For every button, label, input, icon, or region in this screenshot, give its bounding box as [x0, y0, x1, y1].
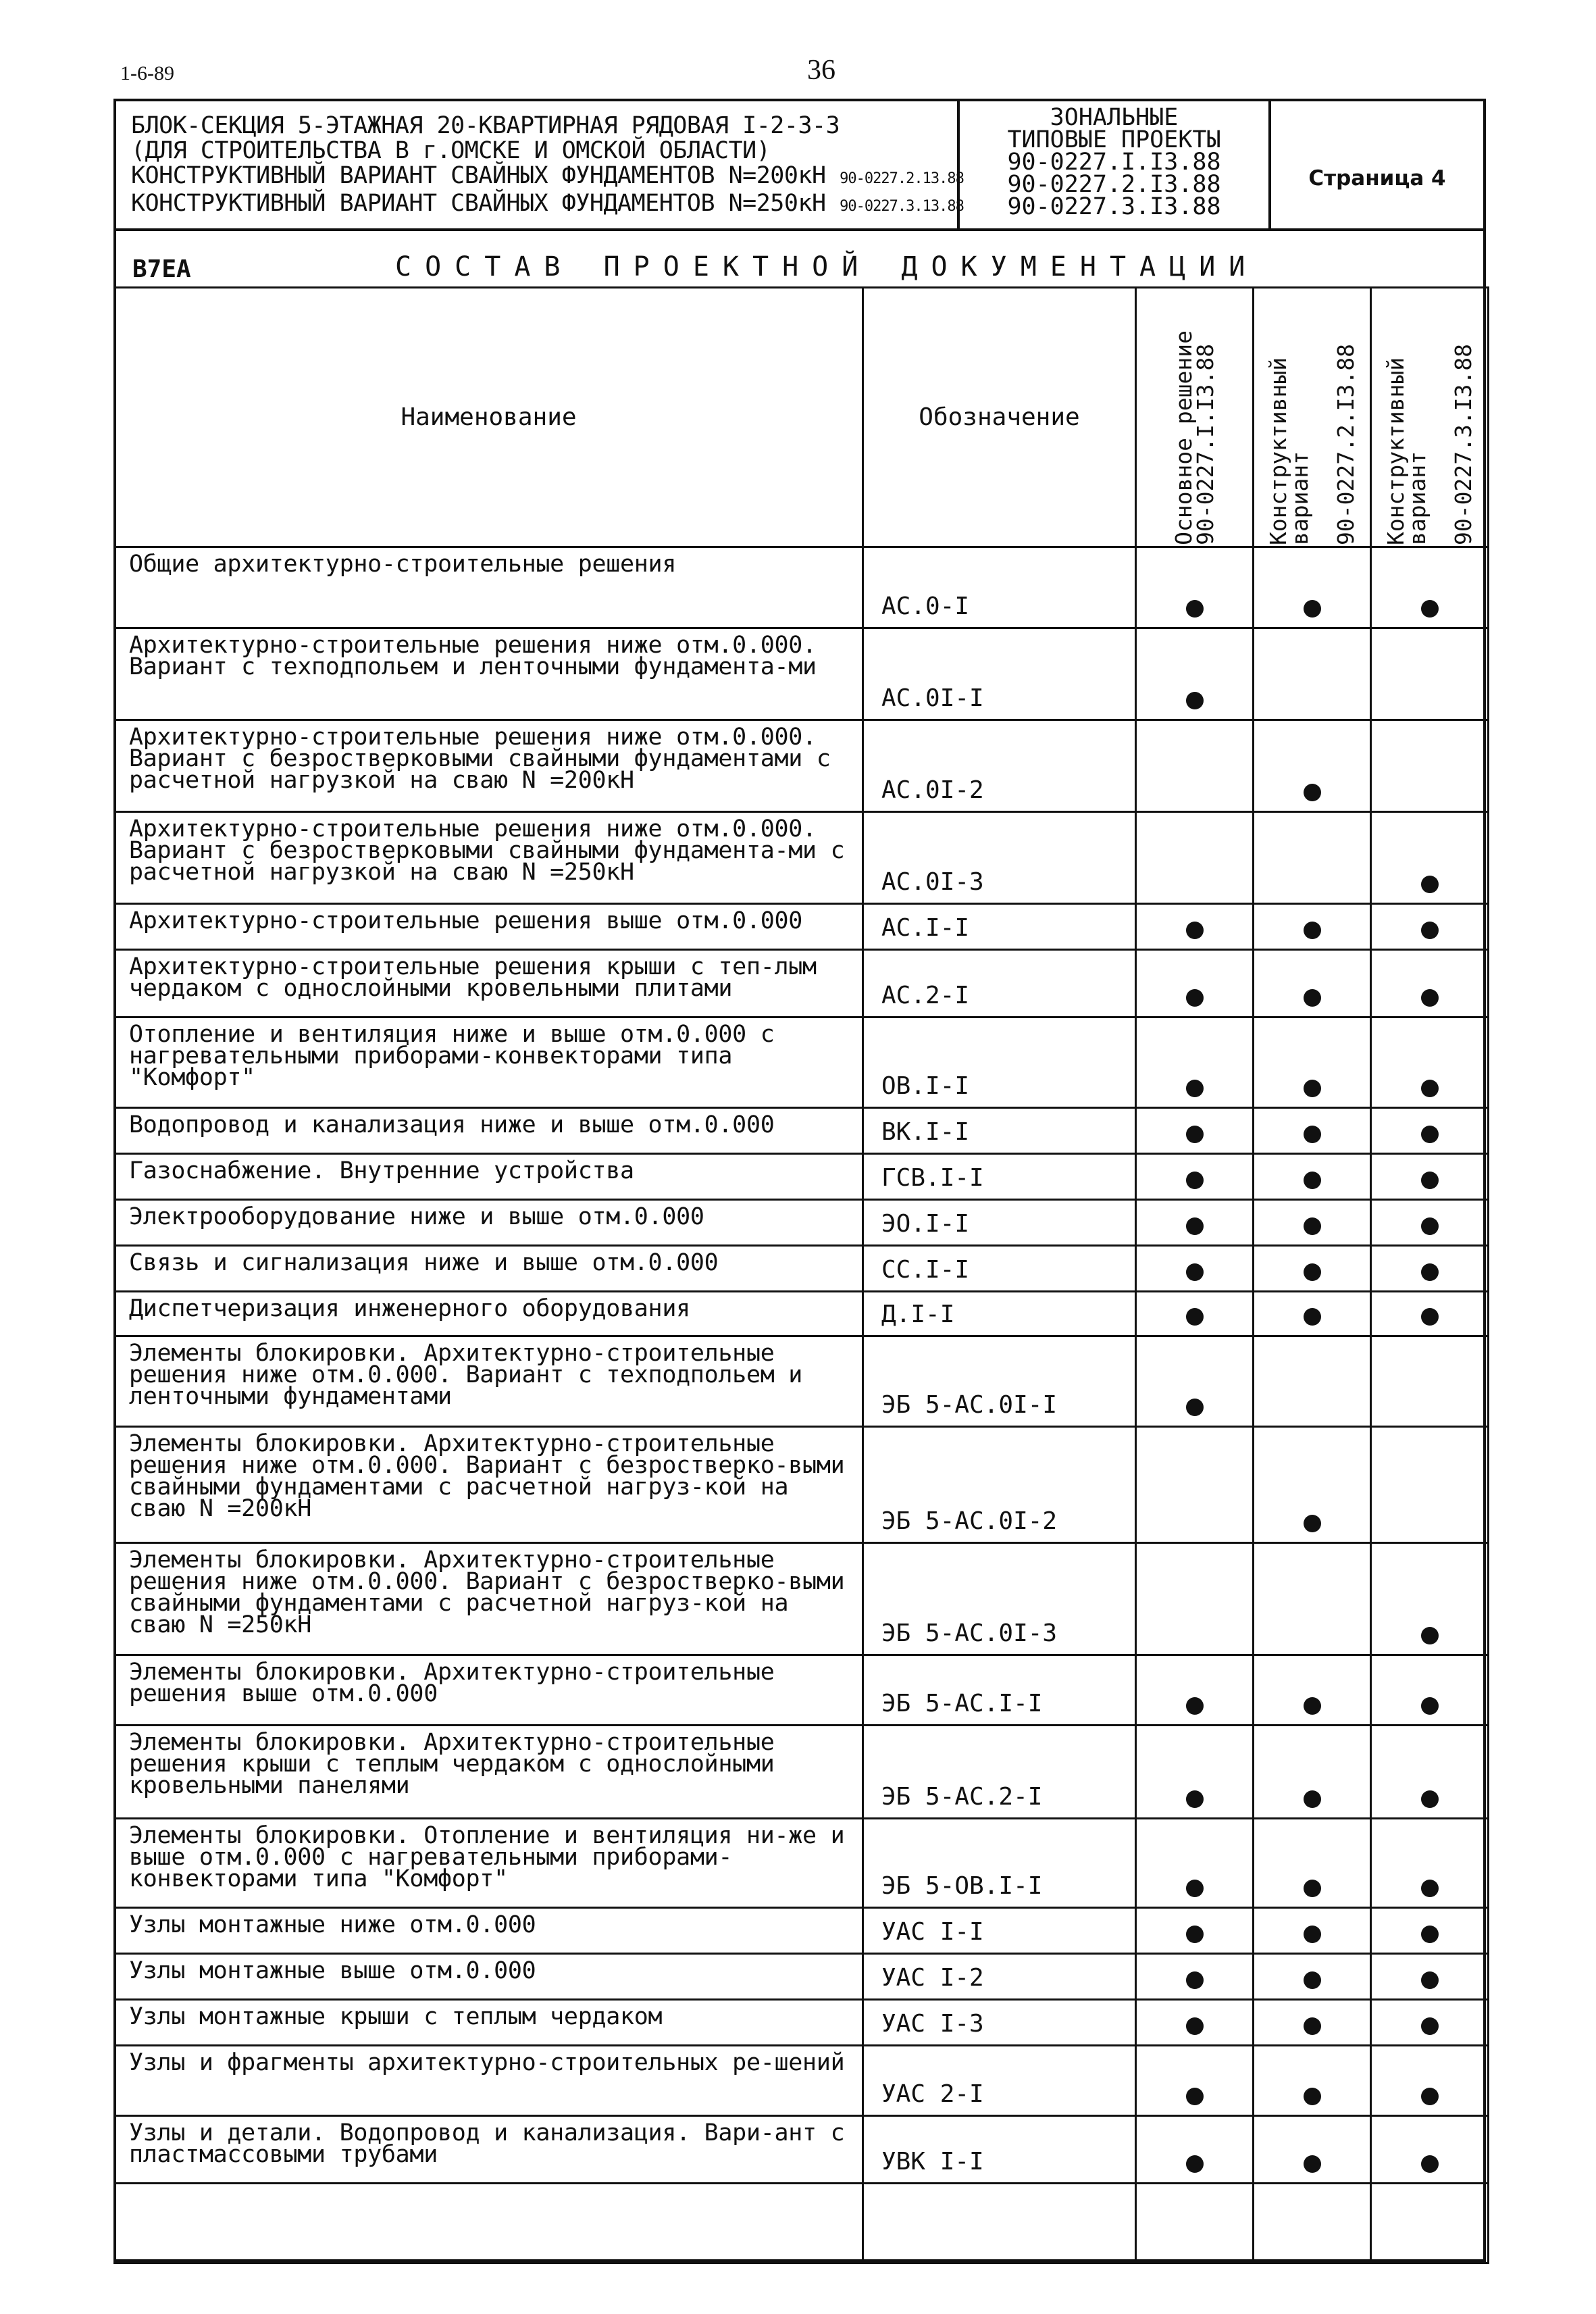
row-mark-cell	[1136, 1427, 1254, 1543]
row-code: УАС I-I	[863, 1908, 1136, 1954]
table-row	[115, 1954, 1489, 2000]
document-code: В7ЕА	[132, 255, 191, 283]
row-name: Узлы монтажные выше отм.0.000	[115, 1954, 863, 2000]
project-line-2: ТИПОВЫЕ ПРОЕКТЫ	[1007, 126, 1221, 153]
included-dot-icon	[1186, 989, 1204, 1007]
header-main-solution	[1136, 288, 1254, 547]
row-mark-cell	[1371, 812, 1489, 904]
included-dot-icon	[1421, 989, 1439, 1007]
row-mark-cell	[1254, 812, 1371, 904]
row-name: Узлы и фрагменты архитектурно-строительных ре-шений	[115, 2046, 863, 2116]
table-row	[115, 628, 1489, 720]
included-dot-icon	[1304, 2088, 1321, 2105]
table-row	[115, 2000, 1489, 2046]
row-mark-cell	[1254, 720, 1371, 812]
row-mark-cell	[1371, 1336, 1489, 1427]
header-col2-line2: вариант	[1286, 451, 1313, 545]
table-row	[115, 904, 1489, 950]
table-row	[115, 1017, 1489, 1108]
title-block-description	[116, 101, 964, 228]
row-mark-cell	[1371, 720, 1489, 812]
included-dot-icon	[1421, 1080, 1439, 1097]
row-mark-cell	[1136, 812, 1254, 904]
row-mark-cell	[1254, 1108, 1371, 1154]
corner-label: 1-6-89	[120, 62, 174, 84]
included-dot-icon	[1186, 1263, 1204, 1281]
row-mark-cell	[1254, 2000, 1371, 2046]
title-line-3	[131, 162, 964, 191]
row-mark-cell	[1254, 628, 1371, 720]
row-mark-cell	[1136, 2046, 1254, 2116]
included-dot-icon	[1304, 2155, 1321, 2173]
header-col2-line3: 90-0227.2.I3.88	[1332, 343, 1359, 545]
row-mark-cell	[1254, 950, 1371, 1017]
included-dot-icon	[1304, 1126, 1321, 1143]
row-name: Элементы блокировки. Архитектурно-строительные решения крыши с теплым чердаком с однослойными кровельными панелями	[115, 1726, 863, 1819]
project-line-1: ЗОНАЛЬНЫЕ	[1050, 104, 1179, 131]
row-name: Общие архитектурно-строительные решения	[115, 547, 863, 628]
row-mark-cell	[1254, 547, 1371, 628]
row-mark-cell	[1371, 1819, 1489, 1908]
included-dot-icon	[1186, 1697, 1204, 1715]
sheet-label: Страница 4	[1308, 166, 1446, 191]
row-mark-cell	[1371, 1246, 1489, 1292]
row-mark-cell	[1371, 1908, 1489, 1954]
included-dot-icon	[1186, 1880, 1204, 1897]
included-dot-icon	[1304, 1926, 1321, 1943]
project-line-3: 90-0227.I.I3.88	[1007, 149, 1221, 176]
table-body	[115, 547, 1489, 2263]
row-code: ГСВ.I-I	[863, 1154, 1136, 1200]
table-filler-row	[115, 2184, 1489, 2263]
included-dot-icon	[1421, 1880, 1439, 1897]
row-mark-cell	[1371, 1154, 1489, 1200]
row-mark-cell	[1136, 1819, 1254, 1908]
table-row	[115, 950, 1489, 1017]
row-code: ЭБ 5-АС.0I-2	[863, 1427, 1136, 1543]
row-mark-cell	[1136, 1017, 1254, 1108]
table-row	[115, 1246, 1489, 1292]
included-dot-icon	[1304, 1880, 1321, 1897]
included-dot-icon	[1421, 2088, 1439, 2105]
row-code: АС.0I-2	[863, 720, 1136, 812]
included-dot-icon	[1186, 1308, 1204, 1326]
title-line-4-code: 90-0227.3.13.88	[840, 198, 964, 215]
project-line-4: 90-0227.2.I3.88	[1007, 171, 1221, 198]
included-dot-icon	[1421, 2017, 1439, 2035]
page-number: 36	[807, 55, 835, 86]
row-mark-cell	[1371, 1108, 1489, 1154]
documentation-table	[113, 286, 1489, 2264]
row-mark-cell	[1136, 1726, 1254, 1819]
included-dot-icon	[1304, 1308, 1321, 1326]
included-dot-icon	[1186, 922, 1204, 939]
row-name: Архитектурно-строительные решения ниже отм.0.000. Вариант с безростверковыми свайными фундаментами с расчетной нагрузкой на сваю N =200кН	[115, 720, 863, 812]
row-code: ЭО.I-I	[863, 1200, 1136, 1246]
row-code: УАС I-3	[863, 2000, 1136, 2046]
row-mark-cell	[1136, 1246, 1254, 1292]
row-mark-cell	[1254, 1200, 1371, 1246]
table-row	[115, 1292, 1489, 1336]
included-dot-icon	[1186, 692, 1204, 709]
header-variant-3	[1371, 288, 1489, 547]
row-mark-cell	[1136, 904, 1254, 950]
row-mark-cell	[1136, 1292, 1254, 1336]
included-dot-icon	[1186, 1971, 1204, 1989]
row-mark-cell	[1254, 1427, 1371, 1543]
row-name: Узлы и детали. Водопровод и канализация. Вари-ант с пластмассовыми трубами	[115, 2116, 863, 2184]
included-dot-icon	[1304, 1971, 1321, 1989]
header-name: Наименование	[115, 288, 863, 547]
included-dot-icon	[1421, 1217, 1439, 1235]
row-name: Элементы блокировки. Отопление и вентиляция ни-же и выше отм.0.000 с нагревательными приборами-конвекторами типа "Комфорт"	[115, 1819, 863, 1908]
row-mark-cell	[1254, 904, 1371, 950]
row-mark-cell	[1136, 1655, 1254, 1726]
title-block	[113, 99, 1486, 231]
row-name: Элементы блокировки. Архитектурно-строительные решения ниже отм.0.000. Вариант с техподпольем и ленточными фундаментами	[115, 1336, 863, 1427]
table-row	[115, 720, 1489, 812]
included-dot-icon	[1186, 2155, 1204, 2173]
row-name: Диспетчеризация инженерного оборудования	[115, 1292, 863, 1336]
row-code: ЭБ 5-АС.I-I	[863, 1655, 1136, 1726]
row-mark-cell	[1136, 1543, 1254, 1655]
included-dot-icon	[1421, 600, 1439, 618]
included-dot-icon	[1304, 1217, 1321, 1235]
row-name: Архитектурно-строительные решения ниже отм.0.000. Вариант с безростверковыми свайными фундамента-ми с расчетной нагрузкой на сваю N =250кН	[115, 812, 863, 904]
row-mark-cell	[1136, 1200, 1254, 1246]
row-code: ЭБ 5-АС.0I-I	[863, 1336, 1136, 1427]
row-mark-cell	[1371, 2000, 1489, 2046]
row-name: Архитектурно-строительные решения ниже отм.0.000. Вариант с техподпольем и ленточными фундамента-ми	[115, 628, 863, 720]
row-mark-cell	[1136, 2000, 1254, 2046]
row-mark-cell	[1371, 950, 1489, 1017]
table-row	[115, 1427, 1489, 1543]
included-dot-icon	[1304, 1790, 1321, 1808]
row-mark-cell	[1136, 1108, 1254, 1154]
included-dot-icon	[1304, 989, 1321, 1007]
included-dot-icon	[1186, 2017, 1204, 2035]
project-line-5: 90-0227.3.I3.88	[1007, 193, 1221, 220]
row-mark-cell	[1371, 2116, 1489, 2184]
row-mark-cell	[1371, 547, 1489, 628]
table-row	[115, 1200, 1489, 1246]
table-row	[115, 2046, 1489, 2116]
row-mark-cell	[1254, 1655, 1371, 1726]
included-dot-icon	[1421, 1172, 1439, 1189]
row-code: ОВ.I-I	[863, 1017, 1136, 1108]
included-dot-icon	[1186, 1172, 1204, 1189]
header-col3-line1: Конструктивный	[1382, 357, 1409, 545]
title-line-4-text: КОНСТРУКТИВНЫЙ ВАРИАНТ СВАЙНЫХ ФУНДАМЕНТОВ N=250кН	[131, 190, 826, 217]
included-dot-icon	[1421, 1627, 1439, 1644]
table-row	[115, 1655, 1489, 1726]
included-dot-icon	[1421, 1126, 1439, 1143]
row-code: АС.0-I	[863, 547, 1136, 628]
title-line-2: (ДЛЯ СТРОИТЕЛЬСТВА В г.ОМСКЕ И ОМСКОЙ ОБЛАСТИ)	[131, 137, 771, 164]
included-dot-icon	[1421, 2155, 1439, 2173]
table-row	[115, 1819, 1489, 1908]
row-mark-cell	[1254, 1819, 1371, 1908]
row-code: УАС I-2	[863, 1954, 1136, 2000]
title-line-3-code: 90-0227.2.13.88	[840, 170, 964, 187]
included-dot-icon	[1421, 1926, 1439, 1943]
row-name: Архитектурно-строительные решения крыши с теп-лым чердаком с однослойными кровельными плитами	[115, 950, 863, 1017]
header-code: Обозначение	[863, 288, 1136, 547]
included-dot-icon	[1421, 1971, 1439, 1989]
included-dot-icon	[1421, 922, 1439, 939]
filler-cell	[1254, 2184, 1371, 2263]
row-code: АС.0I-I	[863, 628, 1136, 720]
row-mark-cell	[1254, 1543, 1371, 1655]
included-dot-icon	[1421, 1697, 1439, 1715]
row-code: АС.I-I	[863, 904, 1136, 950]
row-name: Архитектурно-строительные решения выше отм.0.000	[115, 904, 863, 950]
included-dot-icon	[1421, 1308, 1439, 1326]
table-row	[115, 2116, 1489, 2184]
row-code: Д.I-I	[863, 1292, 1136, 1336]
table-row	[115, 1154, 1489, 1200]
row-mark-cell	[1371, 1292, 1489, 1336]
project-codes	[960, 101, 1271, 228]
title-line-4	[131, 190, 964, 219]
row-code: ЭБ 5-АС.0I-3	[863, 1543, 1136, 1655]
header-col3-line2: вариант	[1404, 451, 1431, 545]
table-header-row	[115, 288, 1489, 547]
row-mark-cell	[1136, 950, 1254, 1017]
row-mark-cell	[1254, 1336, 1371, 1427]
title-line-1: БЛОК-СЕКЦИЯ 5-ЭТАЖНАЯ 20-КВАРТИРНАЯ РЯДОВАЯ I-2-3-3	[131, 112, 840, 139]
included-dot-icon	[1186, 600, 1204, 618]
header-variant-2	[1254, 288, 1371, 547]
row-mark-cell	[1254, 2116, 1371, 2184]
table-row	[115, 1726, 1489, 1819]
row-mark-cell	[1136, 1908, 1254, 1954]
row-mark-cell	[1136, 720, 1254, 812]
row-code: СС.I-I	[863, 1246, 1136, 1292]
row-name: Электрооборудование ниже и выше отм.0.000	[115, 1200, 863, 1246]
table-row	[115, 1336, 1489, 1427]
header-col1-line2: 90-0227.I.I3.88	[1191, 343, 1218, 545]
included-dot-icon	[1304, 1172, 1321, 1189]
included-dot-icon	[1304, 1697, 1321, 1715]
row-mark-cell	[1136, 2116, 1254, 2184]
included-dot-icon	[1186, 1080, 1204, 1097]
table-row	[115, 1543, 1489, 1655]
row-code: АС.0I-3	[863, 812, 1136, 904]
header-col3-line3: 90-0227.3.I3.88	[1449, 343, 1476, 545]
row-mark-cell	[1136, 547, 1254, 628]
row-mark-cell	[1371, 904, 1489, 950]
filler-cell	[115, 2184, 863, 2263]
row-mark-cell	[1371, 1017, 1489, 1108]
row-mark-cell	[1371, 1543, 1489, 1655]
included-dot-icon	[1304, 1080, 1321, 1097]
row-code: ВК.I-I	[863, 1108, 1136, 1154]
table-row	[115, 547, 1489, 628]
row-name: Элементы блокировки. Архитектурно-строительные решения ниже отм.0.000. Вариант с безростверко-выми свайными фундаментами с расчетной нагруз-кой на сваю N =200кН	[115, 1427, 863, 1543]
included-dot-icon	[1421, 1790, 1439, 1808]
row-code: АС.2-I	[863, 950, 1136, 1017]
row-mark-cell	[1136, 1954, 1254, 2000]
row-mark-cell	[1136, 628, 1254, 720]
row-mark-cell	[1254, 2046, 1371, 2116]
included-dot-icon	[1421, 1263, 1439, 1281]
row-name: Водопровод и канализация ниже и выше отм.0.000	[115, 1108, 863, 1154]
included-dot-icon	[1304, 2017, 1321, 2035]
table-row	[115, 1108, 1489, 1154]
table-row	[115, 1908, 1489, 1954]
row-code: ЭБ 5-ОВ.I-I	[863, 1819, 1136, 1908]
included-dot-icon	[1421, 876, 1439, 893]
row-mark-cell	[1371, 1427, 1489, 1543]
header-col1-line1: Основное решение	[1170, 330, 1197, 545]
row-name: Отопление и вентиляция ниже и выше отм.0.000 с нагревательными приборами-конвекторами типа "Комфорт"	[115, 1017, 863, 1108]
filler-cell	[1136, 2184, 1254, 2263]
included-dot-icon	[1186, 2088, 1204, 2105]
row-mark-cell	[1371, 1200, 1489, 1246]
row-mark-cell	[1254, 1017, 1371, 1108]
included-dot-icon	[1304, 922, 1321, 939]
row-mark-cell	[1254, 1908, 1371, 1954]
included-dot-icon	[1186, 1926, 1204, 1943]
table-row	[115, 812, 1489, 904]
row-code: ЭБ 5-АС.2-I	[863, 1726, 1136, 1819]
included-dot-icon	[1304, 1263, 1321, 1281]
included-dot-icon	[1304, 784, 1321, 801]
row-name: Элементы блокировки. Архитектурно-строительные решения ниже отм.0.000. Вариант с безростверко-выми свайными фундаментами с расчетной нагруз-кой на сваю N =250кН	[115, 1543, 863, 1655]
row-code: УАС 2-I	[863, 2046, 1136, 2116]
row-name: Газоснабжение. Внутренние устройства	[115, 1154, 863, 1200]
document-title: СОСТАВ ПРОЕКТНОЙ ДОКУМЕНТАЦИИ	[395, 251, 1259, 282]
row-mark-cell	[1254, 1954, 1371, 2000]
filler-cell	[863, 2184, 1136, 2263]
row-mark-cell	[1136, 1154, 1254, 1200]
row-mark-cell	[1254, 1154, 1371, 1200]
row-mark-cell	[1371, 2046, 1489, 2116]
row-mark-cell	[1254, 1292, 1371, 1336]
included-dot-icon	[1186, 1217, 1204, 1235]
row-mark-cell	[1254, 1246, 1371, 1292]
row-mark-cell	[1371, 1954, 1489, 2000]
row-mark-cell	[1371, 1655, 1489, 1726]
title-line-3-text: КОНСТРУКТИВНЫЙ ВАРИАНТ СВАЙНЫХ ФУНДАМЕНТОВ N=200кН	[131, 162, 826, 189]
row-name: Узлы монтажные крыши с теплым чердаком	[115, 2000, 863, 2046]
row-mark-cell	[1136, 1336, 1254, 1427]
header-col2-line1: Конструктивный	[1264, 357, 1291, 545]
row-mark-cell	[1254, 1726, 1371, 1819]
row-code: УВК I-I	[863, 2116, 1136, 2184]
included-dot-icon	[1186, 1126, 1204, 1143]
row-name: Связь и сигнализация ниже и выше отм.0.000	[115, 1246, 863, 1292]
row-mark-cell	[1371, 628, 1489, 720]
row-mark-cell	[1371, 1726, 1489, 1819]
included-dot-icon	[1304, 1515, 1321, 1532]
filler-cell	[1371, 2184, 1489, 2263]
row-name: Узлы монтажные ниже отм.0.000	[115, 1908, 863, 1954]
included-dot-icon	[1186, 1399, 1204, 1416]
included-dot-icon	[1186, 1790, 1204, 1808]
included-dot-icon	[1304, 600, 1321, 618]
row-name: Элементы блокировки. Архитектурно-строительные решения выше отм.0.000	[115, 1655, 863, 1726]
